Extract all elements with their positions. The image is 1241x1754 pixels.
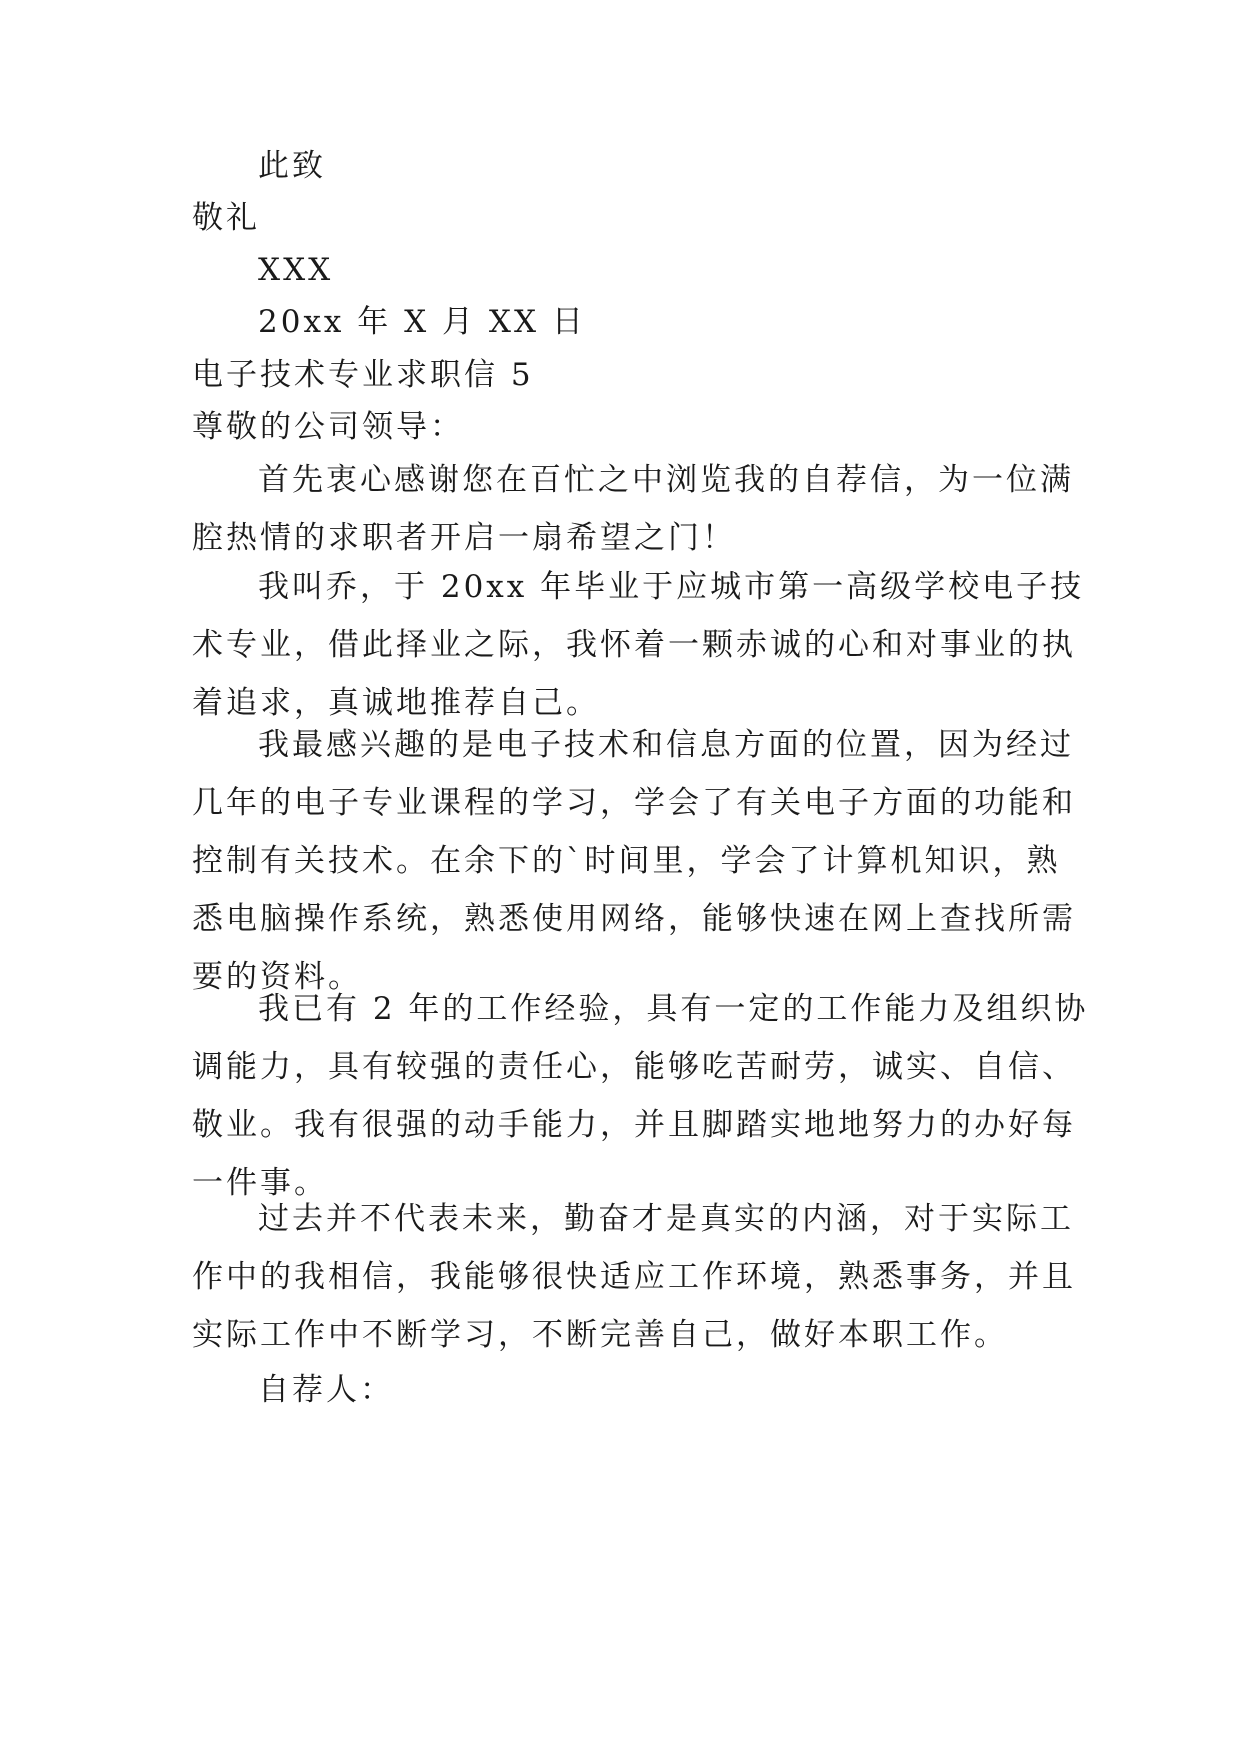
closing-salutation-1: 此致 [258, 148, 326, 184]
paragraph-line: 几年的电子专业课程的学习，学会了有关电子方面的功能和 [192, 785, 1076, 821]
paragraph-line: 要的资料。 [192, 959, 362, 995]
paragraph-line: 调能力，具有较强的责任心，能够吃苦耐劳，诚实、自信、 [192, 1049, 1076, 1085]
paragraph-line: 着追求，真诚地推荐自己。 [192, 685, 600, 721]
letter-greeting: 尊敬的公司领导： [192, 409, 464, 445]
paragraph-1 [192, 451, 1074, 567]
paragraph-line: 作中的我相信，我能够很快适应工作环境，熟悉事务，并且 [192, 1259, 1076, 1295]
paragraph-line: 一件事。 [192, 1165, 328, 1201]
letter-title: 电子技术专业求职信 5 [192, 357, 534, 393]
paragraph-line: 悉电脑操作系统，熟悉使用网络，能够快速在网上查找所需 [192, 901, 1076, 937]
paragraph-4 [192, 980, 1089, 1212]
closing-signature: XXX [258, 252, 334, 288]
paragraph-3 [192, 716, 1076, 1006]
paragraph-line: 我已有 2 年的工作经验，具有一定的工作能力及组织协 [258, 991, 1089, 1027]
letter-signoff: 自荐人： [258, 1372, 394, 1408]
paragraph-2 [192, 558, 1085, 732]
paragraph-line: 腔热情的求职者开启一扇希望之门！ [192, 520, 736, 556]
paragraph-line: 敬业。我有很强的动手能力，并且脚踏实地地努力的办好每 [192, 1107, 1076, 1143]
paragraph-line: 我叫乔，于 20xx 年毕业于应城市第一高级学校电子技 [258, 569, 1085, 605]
paragraph-5 [192, 1190, 1076, 1364]
paragraph-line: 首先衷心感谢您在百忙之中浏览我的自荐信，为一位满 [258, 462, 1074, 498]
paragraph-line: 控制有关技术。在余下的`时间里，学会了计算机知识，熟 [192, 843, 1061, 879]
paragraph-line: 实际工作中不断学习，不断完善自己，做好本职工作。 [192, 1317, 1008, 1353]
closing-date: 20xx 年 X 月 XX 日 [258, 304, 586, 340]
paragraph-line: 术专业，借此择业之际，我怀着一颗赤诚的心和对事业的执 [192, 627, 1076, 663]
closing-salutation-2: 敬礼 [192, 200, 260, 236]
paragraph-line: 我最感兴趣的是电子技术和信息方面的位置，因为经过 [258, 727, 1074, 763]
paragraph-line: 过去并不代表未来，勤奋才是真实的内涵，对于实际工 [258, 1201, 1074, 1237]
